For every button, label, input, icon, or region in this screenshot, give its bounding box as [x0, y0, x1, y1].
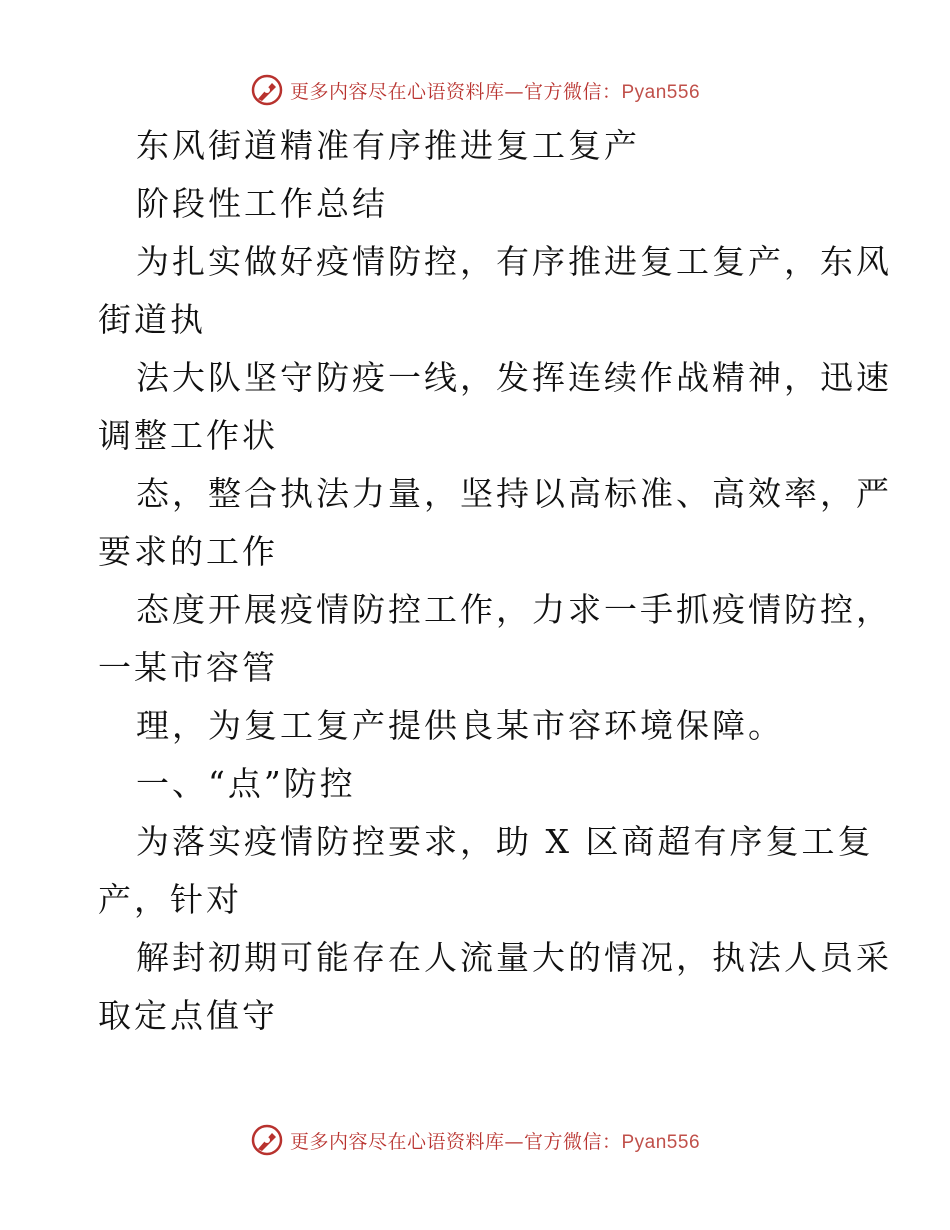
pen-logo-icon [250, 73, 284, 107]
paragraph-line: 法大队坚守防疫一线，发挥连续作战精神，迅速 [136, 358, 892, 397]
paragraph-line: 街道执 [98, 300, 206, 339]
paragraph-line: 解封初期可能存在人流量大的情况，执法人员采 [136, 938, 892, 977]
footer-watermark [0, 1120, 950, 1160]
paragraph-line: 为扎实做好疫情防控，有序推进复工复产，东风 [136, 242, 892, 281]
paragraph-line: 态，整合执法力量，坚持以高标准、高效率，严 [136, 474, 892, 513]
paragraph-line: 为落实疫情防控要求，助 X 区商超有序复工复 [136, 822, 874, 861]
watermark-text: 更多内容尽在心语资料库—官方微信：Pyan556 [289, 80, 701, 103]
header-watermark [0, 70, 950, 110]
paragraph-line: 理，为复工复产提供良某市容环境保障。 [136, 706, 784, 745]
watermark-text: 更多内容尽在心语资料库—官方微信：Pyan556 [289, 1130, 701, 1153]
paragraph-line: 态度开展疫情防控工作，力求一手抓疫情防控， [136, 590, 892, 629]
document-body [98, 117, 892, 1045]
pen-logo-icon [250, 1123, 284, 1157]
paragraph-line: 取定点值守 [98, 996, 278, 1035]
section-heading: 一、“点”防控 [136, 764, 356, 803]
subtitle-line: 阶段性工作总结 [136, 184, 388, 223]
paragraph-line: 一某市容管 [98, 648, 278, 687]
title-line: 东风街道精准有序推进复工复产 [136, 126, 640, 165]
paragraph-line: 产，针对 [98, 880, 242, 919]
paragraph-line: 调整工作状 [98, 416, 278, 455]
paragraph-line: 要求的工作 [98, 532, 278, 571]
